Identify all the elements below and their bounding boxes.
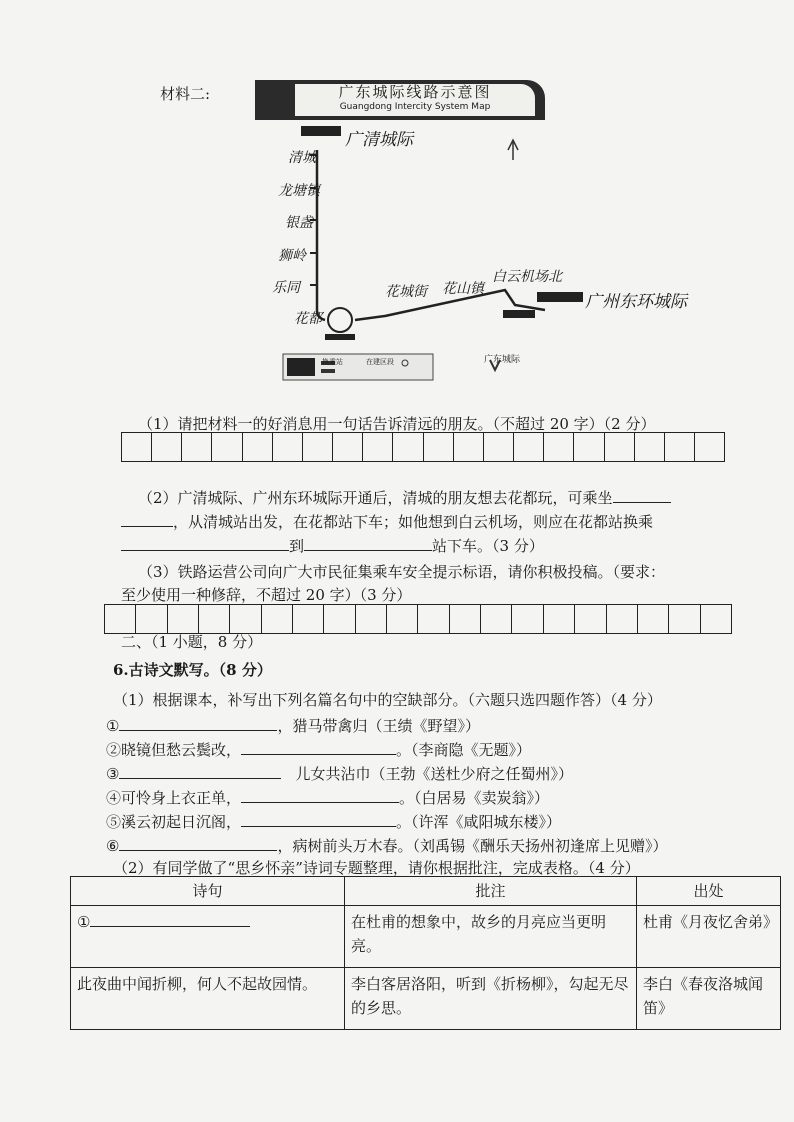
header-note: 批注: [345, 877, 637, 906]
answer-cell[interactable]: [356, 605, 387, 633]
answer-cell[interactable]: [393, 433, 423, 461]
answer-cell[interactable]: [607, 605, 638, 633]
table-row: [71, 968, 781, 1030]
answer-cell[interactable]: [454, 433, 484, 461]
answer-cell[interactable]: [333, 433, 363, 461]
q2-blank-4[interactable]: [304, 536, 432, 551]
poem-cell: 此夜曲中闻折柳，何人不起故园情。: [71, 968, 345, 1030]
station-huashan: 花山镇: [442, 281, 484, 297]
q6-1-blank-6[interactable]: [119, 836, 277, 851]
q6-title: 6.古诗文默写。（8 分）: [113, 661, 272, 679]
station-shiling: 狮岭: [278, 248, 306, 264]
q2-line3a-text: 到: [289, 537, 305, 555]
answer-cell[interactable]: [635, 433, 665, 461]
item-post: ，病树前头万木春。（刘禹锡《酬乐天扬州初逢席上见赠》）: [277, 837, 668, 855]
q6-1-blank-1[interactable]: [119, 716, 277, 731]
q6-2-intro: （2）有同学做了“思乡怀亲”诗词专题整理，请你根据批注，完成表格。（4 分）: [113, 859, 640, 877]
guangqing-line: [317, 150, 325, 320]
answer-cell[interactable]: [424, 433, 454, 461]
q3-line1: （3）铁路运营公司向广大市民征集乘车安全提示标语，请你积极投稿。（要求：: [138, 563, 666, 581]
source-cell: 李白《春夜洛城闻笛》: [637, 968, 781, 1030]
q2-line3b-text: 站下车。（3 分）: [432, 537, 544, 555]
q6-1-item-2: [106, 740, 531, 760]
source-cell: 杜甫《月夜忆舍弟》: [637, 906, 781, 968]
answer-cell[interactable]: [212, 433, 242, 461]
item-post: 。（许浑《咸阳城东楼》）: [396, 813, 562, 831]
answer-cell[interactable]: [484, 433, 514, 461]
answer-cell[interactable]: [136, 605, 167, 633]
q6-1-item-1: [106, 716, 480, 736]
item-pre: 晓镜但愁云鬓改，: [121, 741, 242, 759]
item-num: ①: [106, 717, 120, 735]
answer-cell[interactable]: [638, 605, 669, 633]
answer-cell[interactable]: [303, 433, 333, 461]
answer-cell[interactable]: [105, 605, 136, 633]
poem-num: ①: [77, 913, 91, 931]
answer-cell[interactable]: [230, 605, 261, 633]
legend-swatch: [287, 358, 315, 376]
q3-answer-grid[interactable]: [104, 604, 732, 634]
answer-cell[interactable]: [575, 605, 606, 633]
item-post: 。（李商隐《无题》）: [396, 741, 532, 759]
section-2-title: 二、（1 小题，8 分）: [121, 633, 263, 651]
q6-1-item-4: [106, 788, 549, 808]
legend-label-1: 换乘站: [322, 358, 343, 366]
table-header-row: [71, 877, 781, 906]
station-airport: 白云机场北: [492, 269, 562, 285]
q6-1-item-3: [106, 764, 573, 784]
map-line-east: 广州东环城际: [585, 292, 687, 312]
station-letong: 乐同: [272, 280, 300, 296]
material-label: 材料二:: [160, 85, 211, 103]
answer-cell[interactable]: [665, 433, 695, 461]
poem-table: [70, 876, 781, 1030]
answer-cell[interactable]: [387, 605, 418, 633]
header-source: 出处: [637, 877, 781, 906]
q2-blank-2[interactable]: [121, 512, 173, 527]
answer-cell[interactable]: [262, 605, 293, 633]
q6-1-intro: （1）根据课本，补写出下列名篇名句中的空缺部分。（六题只选四题作答）（4 分）: [113, 691, 662, 709]
q2-line2-text: ，从清城站出发，在花都站下车；如他想到白云机场，则应在花都站换乘: [173, 513, 654, 531]
q2-blank-1[interactable]: [613, 488, 671, 503]
east-line-bar: [537, 292, 583, 302]
answer-cell[interactable]: [324, 605, 355, 633]
answer-cell[interactable]: [152, 433, 182, 461]
note-cell: 在杜甫的想象中，故乡的月亮应当更明亮。: [345, 906, 637, 968]
answer-cell[interactable]: [293, 605, 324, 633]
map-line-qingyuan: 广清城际: [345, 130, 413, 150]
map-lines: [255, 120, 725, 390]
item-num: ④: [106, 789, 122, 807]
answer-cell[interactable]: [701, 605, 731, 633]
station-huadu: 花都: [294, 311, 322, 327]
legend-label-2: 在建区段: [366, 358, 394, 366]
q6-1-blank-5[interactable]: [241, 812, 396, 827]
huadu-terminal-bar: [325, 334, 355, 340]
answer-cell[interactable]: [450, 605, 481, 633]
station-yinzhan: 银盏: [285, 215, 313, 231]
answer-cell[interactable]: [544, 433, 574, 461]
map-title-en: Guangdong Intercity System Map: [339, 102, 491, 112]
q6-1-item-6: [106, 836, 667, 856]
item-post: 。（白居易《卖炭翁》）: [399, 789, 550, 807]
map-title-box: [295, 84, 535, 116]
answer-cell[interactable]: [514, 433, 544, 461]
header-poem: 诗句: [71, 877, 345, 906]
poem-blank-1[interactable]: [90, 912, 250, 927]
answer-cell[interactable]: [574, 433, 604, 461]
answer-cell[interactable]: [512, 605, 543, 633]
answer-cell[interactable]: [605, 433, 635, 461]
item-num: ⑥: [106, 837, 120, 855]
q6-1-blank-2[interactable]: [241, 740, 396, 755]
answer-cell[interactable]: [182, 433, 212, 461]
airport-terminal-bar: [503, 310, 535, 318]
table-row: [71, 906, 781, 968]
answer-cell[interactable]: [168, 605, 199, 633]
answer-cell[interactable]: [122, 433, 152, 461]
q2-line2: [121, 512, 653, 532]
item-num: ⑤: [106, 813, 122, 831]
huadu-transfer-circle: [328, 308, 352, 332]
answer-cell[interactable]: [243, 433, 273, 461]
station-qingcheng: 清城: [288, 150, 316, 166]
q2-line1-text: （2）广清城际、广州东环城际开通后，清城的朋友想去花都玩，可乘坐: [138, 489, 613, 507]
q1-answer-grid[interactable]: [121, 432, 725, 462]
answer-cell[interactable]: [273, 433, 303, 461]
answer-cell[interactable]: [544, 605, 575, 633]
q6-1-item-5: [106, 812, 561, 832]
answer-cell[interactable]: [418, 605, 449, 633]
q6-1-blank-4[interactable]: [241, 788, 399, 803]
poem-cell: [71, 906, 345, 968]
north-arrow-icon: [508, 140, 518, 160]
item-pre: 溪云初起日沉阁，: [121, 813, 242, 831]
q2-line3: [121, 536, 544, 556]
station-huacheng: 花城街: [385, 284, 427, 300]
item-num: ②: [106, 741, 122, 759]
q6-1-blank-3[interactable]: [119, 764, 281, 779]
item-pre: 可怜身上衣正单，: [121, 789, 242, 807]
station-longtang: 龙塘镇: [278, 183, 320, 199]
map-brand: 广东城际: [484, 355, 521, 365]
q1-text: （1）请把材料一的好消息用一句话告诉清远的朋友。（不超过 20 字）（2 分）: [138, 415, 656, 433]
answer-cell[interactable]: [481, 605, 512, 633]
q2-blank-3[interactable]: [121, 536, 289, 551]
answer-cell[interactable]: [199, 605, 230, 633]
qingyuan-line-bar: [301, 126, 341, 136]
answer-cell[interactable]: [363, 433, 393, 461]
item-post: 儿女共沾巾（王勃《送杜少府之任蜀州》）: [295, 765, 573, 783]
note-cell: 李白客居洛阳，听到《折杨柳》，勾起无尽的乡思。: [345, 968, 637, 1030]
item-post: ，猎马带禽归（王绩《野望》）: [277, 717, 480, 735]
answer-cell[interactable]: [669, 605, 700, 633]
answer-cell[interactable]: [695, 433, 724, 461]
item-num: ③: [106, 765, 120, 783]
q2-line1: [138, 488, 671, 508]
map-title-cn: 广东城际线路示意图: [338, 83, 492, 101]
q3-line2: 至少使用一种修辞，不超过 20 字）（3 分）: [121, 586, 412, 604]
